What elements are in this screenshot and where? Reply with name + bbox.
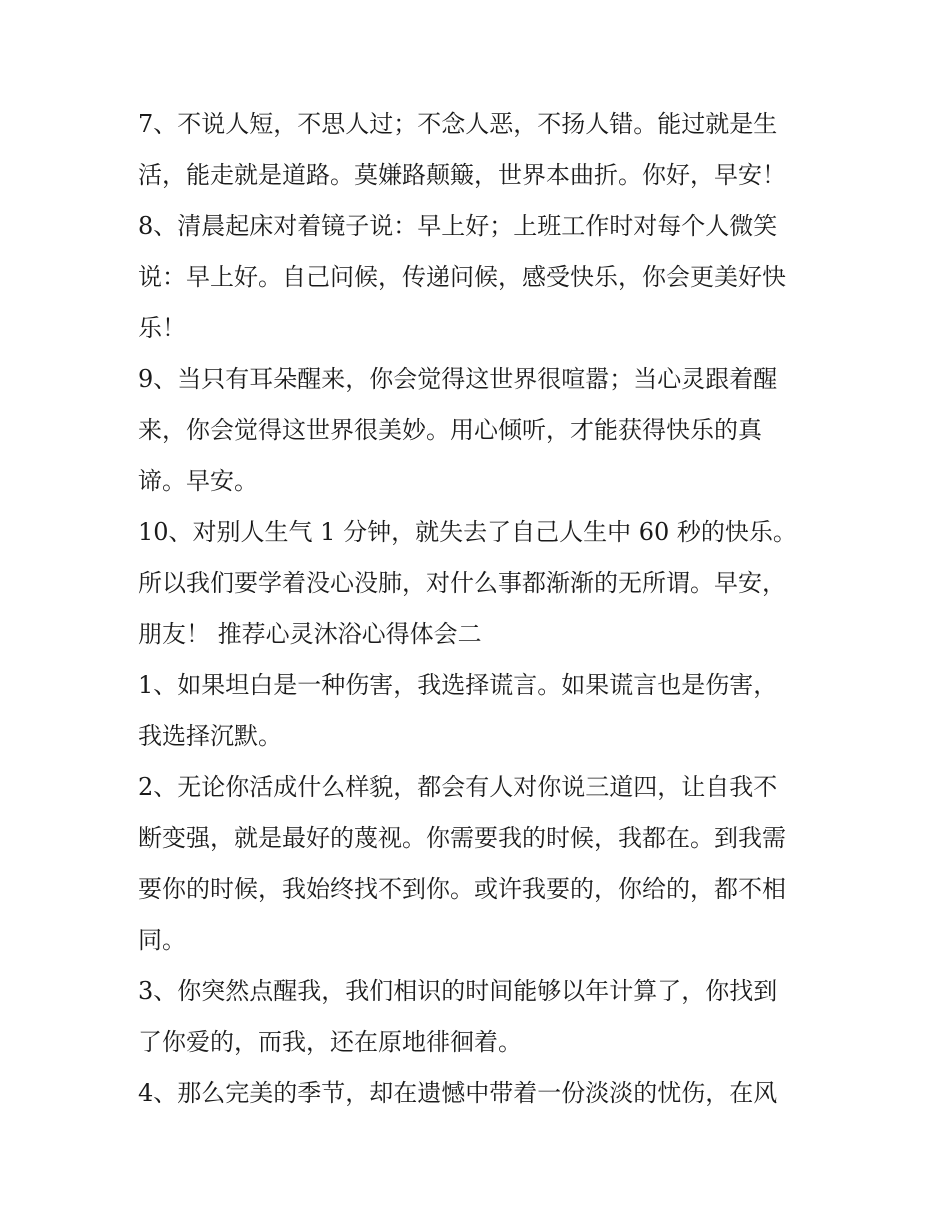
- text-line: 要你的时候，我始终找不到你。或许我要的，你给的，都不相: [138, 875, 786, 903]
- text-line: 了你爱的，而我，还在原地徘徊着。: [138, 1028, 522, 1056]
- text-line: 1、如果坦白是一种伤害，我选择谎言。如果谎言也是伤害，: [138, 671, 778, 699]
- text-line: 9、当只有耳朵醒来，你会觉得这世界很喧嚣；当心灵跟着醒: [138, 365, 778, 393]
- text-line: 8、清晨起床对着镜子说：早上好；上班工作时对每个人微笑: [138, 212, 778, 240]
- text-line: 2、无论你活成什么样貌，都会有人对你说三道四，让自我不: [138, 773, 778, 801]
- text-line: 所以我们要学着没心没肺，对什么事都渐渐的无所谓。早安，: [138, 569, 786, 597]
- text-line: 我选择沉默。: [138, 722, 282, 750]
- text-line: 同。: [138, 926, 186, 954]
- text-line: 7、不说人短，不思人过；不念人恶，不扬人错。能过就是生: [138, 110, 778, 138]
- text-line: 朋友！ 推荐心灵沐浴心得体会二: [138, 620, 482, 648]
- text-line: 说：早上好。自己问候，传递问候，感受快乐，你会更美好快: [138, 263, 786, 291]
- text-line: 10、对别人生气 1 分钟，就失去了自己人生中 60 秒的快乐。: [138, 518, 797, 546]
- text-line: 3、你突然点醒我，我们相识的时间能够以年计算了，你找到: [138, 977, 778, 1005]
- text-line: 断变强，就是最好的蔑视。你需要我的时候，我都在。到我需: [138, 824, 786, 852]
- text-line: 乐！: [138, 314, 186, 342]
- text-line: 来，你会觉得这世界很美妙。用心倾听，才能获得快乐的真: [138, 416, 762, 444]
- text-line: 活，能走就是道路。莫嫌路颠簸，世界本曲折。你好，早安！: [138, 161, 786, 189]
- text-line: 谛。早安。: [138, 467, 258, 495]
- text-line: 4、那么完美的季节，却在遗憾中带着一份淡淡的忧伤，在风: [138, 1079, 778, 1107]
